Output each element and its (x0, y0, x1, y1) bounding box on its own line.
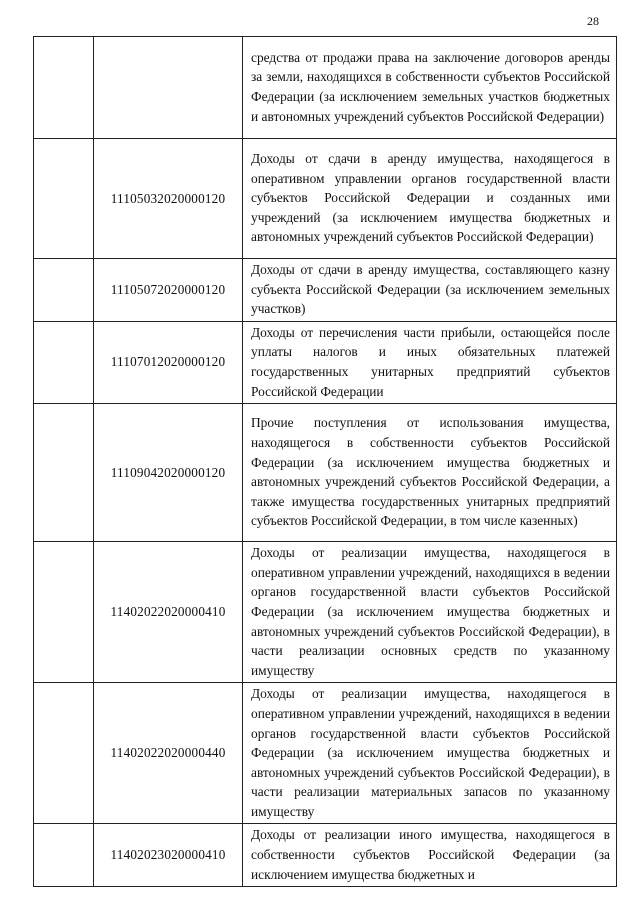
blank-cell (34, 321, 94, 403)
income-code-cell: 11105032020000120 (94, 139, 243, 259)
page-number: 28 (587, 14, 599, 28)
blank-cell (34, 37, 94, 139)
blank-cell (34, 824, 94, 887)
blank-cell (34, 542, 94, 683)
income-code-cell: 11109042020000120 (94, 404, 243, 542)
income-code-cell (94, 37, 243, 139)
income-description-cell: Доходы от перечисления части прибыли, остающейся после уплаты налогов и иных обязательных платежей государственных унитарных предприятий субъектов Российской Федерации (243, 321, 617, 403)
table-row (34, 259, 617, 322)
income-description-cell: Доходы от реализации имущества, находящегося в оперативном управлении учреждений, находящихся в ведении органов государственной власти субъектов Российской Федерации (за исключением имущества бюджетных и автономных учреждений субъектов Российской Федерации), в части реализации основных средств по указанному имуществу (243, 542, 617, 683)
income-code-cell: 11402023020000410 (94, 824, 243, 887)
income-description-cell: средства от продажи права на заключение договоров аренды за земли, находящихся в собственности субъектов Российской Федерации (за исключением земельных участков бюджетных и автономных учреждений субъектов Российской Федерации) (243, 37, 617, 139)
income-code-cell: 11402022020000440 (94, 683, 243, 824)
income-code-cell: 11402022020000410 (94, 542, 243, 683)
table-row (34, 139, 617, 259)
blank-cell (34, 683, 94, 824)
income-description-cell: Доходы от сдачи в аренду имущества, находящегося в оперативном управлении органов государственной власти субъектов Российской Федерации и созданных ими учреждений (за исключением имущества бюджетных и автономных учреждений субъектов Российской Федерации) (243, 139, 617, 259)
table-row (34, 683, 617, 824)
table-row (34, 824, 617, 887)
blank-cell (34, 404, 94, 542)
budget-codes-table (33, 36, 617, 887)
table-row (34, 37, 617, 139)
income-code-cell: 11107012020000120 (94, 321, 243, 403)
table-row (34, 542, 617, 683)
income-code-cell: 11105072020000120 (94, 259, 243, 322)
blank-cell (34, 259, 94, 322)
income-description-cell: Доходы от реализации иного имущества, находящегося в собственности субъектов Российской Федерации (за исключением имущества бюджетных и (243, 824, 617, 887)
table-row (34, 404, 617, 542)
income-description-cell: Доходы от реализации имущества, находящегося в оперативном управлении учреждений, находящихся в ведении органов государственной власти субъектов Российской Федерации (за исключением имущества бюджетных и автономных учреждений субъектов Российской Федерации), в части реализации материальных запасов по указанному имуществу (243, 683, 617, 824)
income-description-cell: Прочие поступления от использования имущества, находящегося в собственности субъектов Российской Федерации (за исключением имущества бюджетных и автономных учреждений субъектов Российской Федерации, а также имущества государственных унитарных предприятий субъектов Российской Федерации, в том числе казенных) (243, 404, 617, 542)
table-row (34, 321, 617, 403)
income-description-cell: Доходы от сдачи в аренду имущества, составляющего казну субъекта Российской Федерации (за исключением земельных участков) (243, 259, 617, 322)
blank-cell (34, 139, 94, 259)
